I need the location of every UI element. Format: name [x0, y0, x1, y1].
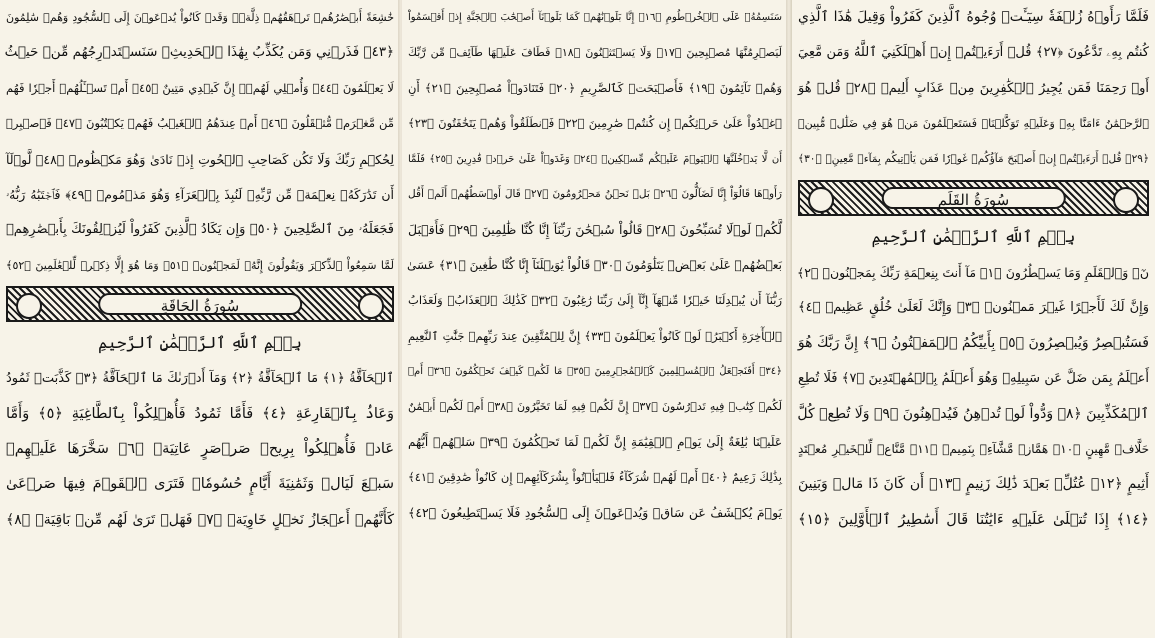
text-line: عَلَيۡنَا بَٰلِغَةٌ إِلَىٰ يَوۡمِ ٱلۡقِيَٰمَةِ إِنَّ لَكُمۡ لَمَا تَحۡكُمُونَ ﴿٣٩﴾ سَلۡهُمۡ أَيُّهُم [408, 434, 783, 449]
text-line: ٱلرَّحۡمَٰنُ ءَامَنَّا بِهِۦ وَعَلَيۡهِ تَوَكَّلۡنَاۖ فَسَتَعۡلَمُونَ مَنۡ هُوَ فِي ضَلَٰلٖ مُّبِينٖ [798, 117, 1149, 131]
text-line: أَن لَّا يَدۡخُلَنَّهَا ٱلۡيَوۡمَ عَلَيۡكُم مِّسۡكِينٞ ﴿٢٤﴾ وَغَدَوۡاْ عَلَىٰ حَرۡدٖ قَٰدِرِينَ ﴿٢٥﴾ فَلَمَّا [408, 153, 782, 165]
text-line: ﴿٣٤﴾ أَفَنَجۡعَلُ ٱلۡمُسۡلِمِينَ كَٱلۡمُجۡرِمِينَ ﴿٣٥﴾ مَا لَكُمۡ كَيۡفَ تَحۡكُمُونَ ﴿٣٦﴾ أَمۡ [408, 365, 783, 377]
surah-title: سُورَةُ الحَاقَةِ [98, 293, 302, 315]
text-line: ﴿٤٣﴾ فَذَرۡنِي وَمَن يُكَذِّبُ بِهَٰذَا ٱلۡحَدِيثِۖ سَنَسۡتَدۡرِجُهُم مِّنۡ حَيۡثُ [4, 44, 394, 61]
text-line: لَكُمۡ كِتَٰبٞ فِيهِ تَدۡرُسُونَ ﴿٣٧﴾ إِنَّ لَكُمۡ فِيهِ لَمَا تَخَيَّرُونَ ﴿٣٨﴾ أَمۡ لَكُمۡ أَيۡمَٰنٌ [408, 400, 782, 414]
text-line: بِذَٰلِكَ زَعِيمٌ ﴿٤٠﴾ أَمۡ لَهُمۡ شُرَكَآءُ فَلۡيَأۡتُواْ بِشُرَكَآئِهِمۡ إِن كَانُواْ صَٰدِقِينَ ﴿٤١﴾ [408, 470, 782, 485]
page-middle [402, 0, 788, 638]
right-text-block-bottom [798, 255, 1149, 538]
surah-header-al-qalam [798, 180, 1149, 216]
text-line: رَبُّنَآ أَن يُبۡدِلَنَا خَيۡرٗا مِّنۡهَآ إِنَّآ إِلَىٰ رَبِّنَا رَٰغِبُونَ ﴿٣٢﴾ كَذَٰلِكَ ٱلۡعَذَابُۖ وَلَعَذَابُ [408, 293, 782, 308]
text-line: أَثِيمٍ ﴿١٢﴾ عُتُلِّۭ بَعۡدَ ذَٰلِكَ زَنِيمٍ ﴿١٣﴾ أَن كَانَ ذَا مَالٖ وَبَنِينَ [798, 476, 1150, 493]
ornament-knot-icon [16, 293, 42, 319]
page-right [792, 0, 1155, 638]
text-line: أَن تَدَٰرَكَهُۥ نِعۡمَةٞ مِّن رَّبِّهِۦ لَنُبِذَ بِٱلۡعَرَآءِ وَهُوَ مَذۡمُومٞ ﴿٤٩﴾ فَٱجۡتَبَٰهُ رَبُّهُۥ [6, 186, 394, 202]
text-line: ٱغۡدُواْ عَلَىٰ حَرۡثِكُمۡ إِن كُنتُمۡ صَٰرِمِينَ ﴿٢٢﴾ فَٱنطَلَقُواْ وَهُمۡ يَتَخَٰفَتُونَ ﴿٢٣﴾ [408, 116, 782, 131]
page-left [0, 0, 400, 638]
text-line: سَبۡعَ لَيَالٖ وَثَمَٰنِيَةَ أَيَّامٍ حُسُومٗاۖ فَتَرَى ٱلۡقَوۡمَ فِيهَا صَرۡعَىٰ [6, 476, 394, 493]
text-line: لَّكُمۡ لَوۡلَا تُسَبِّحُونَ ﴿٢٨﴾ قَالُواْ سُبۡحَٰنَ رَبِّنَآ إِنَّا كُنَّا ظَٰلِمِينَ ﴿٢٩﴾ فَأَقۡبَلَ [408, 222, 782, 238]
text-line: فَجَعَلَهُۥ مِنَ ٱلصَّٰلِحِينَ ﴿٥٠﴾ وَإِن يَكَادُ ٱلَّذِينَ كَفَرُواْ لَيُزۡلِقُونَكَ بِأَبۡصَٰرِهِمۡ [6, 222, 394, 238]
text-line: ﴿١٤﴾ إِذَا تُتۡلَىٰ عَلَيۡهِ ءَايَٰتُنَا قَالَ أَسَٰطِيرُ ٱلۡأَوَّلِينَ ﴿١٥﴾ [798, 511, 1149, 528]
text-line: مِّن مَّغۡرَمٖ مُّثۡقَلُونَ ﴿٤٦﴾ أَمۡ عِندَهُمُ ٱلۡغَيۡبُ فَهُمۡ يَكۡتُبُونَ ﴿٤٧﴾ فَٱصۡبِرۡ [6, 116, 394, 131]
text-line: كُنتُم بِهِۦ تَدَّعُونَ ﴿٢٧﴾ قُلۡ أَرَءَيۡتُمۡ إِنۡ أَهۡلَكَنِيَ ٱللَّهُ وَمَن مَّعِيَ [798, 45, 1149, 61]
text-line: نٓۚ وَٱلۡقَلَمِ وَمَا يَسۡطُرُونَ ﴿١﴾ مَآ أَنتَ بِنِعۡمَةِ رَبِّكَ بِمَجۡنُونٖ ﴿٢﴾ [796, 264, 1149, 280]
text-line: لَيَصۡرِمُنَّهَا مُصۡبِحِينَ ﴿١٧﴾ وَلَا يَسۡتَثۡنُونَ ﴿١٨﴾ فَطَافَ عَلَيۡهَا طَآئِفٞ مِّن رَّبِّكَ [408, 46, 782, 60]
basmala: بِسۡمِ ٱللَّهِ ٱلرَّحۡمَٰنِ ٱلرَّحِيمِ [98, 333, 302, 353]
middle-text-block [408, 0, 782, 531]
left-text-block-bottom [6, 361, 394, 538]
text-line: حَلَّافٖ مَّهِينٍ ﴿١٠﴾ هَمَّازٖ مَّشَّآءِۭ بِنَمِيمٖ ﴿١١﴾ مَّنَّاعٖ لِّلۡخَيۡرِ مُعۡتَدٍ [798, 441, 1150, 456]
text-line: يَوۡمَ يُكۡشَفُ عَن سَاقٖ وَيُدۡعَوۡنَ إِلَى ٱلسُّجُودِ فَلَا يَسۡتَطِيعُونَ ﴿٤٢﴾ [408, 505, 782, 521]
text-line: أَعۡلَمُ بِمَن ضَلَّ عَن سَبِيلِهِۦ وَهُوَ أَعۡلَمُ بِٱلۡمُهۡتَدِينَ ﴿٧﴾ فَلَا تُطِعِ [798, 371, 1150, 387]
text-line: وَهُمۡ نَآئِمُونَ ﴿١٩﴾ فَأَصۡبَحَتۡ كَٱلصَّرِيمِ ﴿٢٠﴾ فَتَنَادَوۡاْ مُصۡبِحِينَ ﴿٢١﴾ أَنِ [408, 80, 783, 95]
basmala: بِسۡمِ ٱللَّهِ ٱلرَّحۡمَٰنِ ٱلرَّحِيمِ [871, 226, 1076, 246]
text-line: كَأَنَّهُمۡ أَعۡجَازُ نَخۡلٍ خَاوِيَةٖ ﴿٧﴾ فَهَلۡ تَرَىٰ لَهُم مِّنۢ بَاقِيَةٖ ﴿٨﴾ [6, 511, 394, 528]
left-text-block-top [6, 0, 394, 283]
ornament-knot-icon [358, 293, 384, 319]
text-line: رَأَوۡهَا قَالُوٓاْ إِنَّا لَضَآلُّونَ ﴿٢٦﴾ بَلۡ نَحۡنُ مَحۡرُومُونَ ﴿٢٧﴾ قَالَ أَوۡسَطُهُمۡ أَلَمۡ أَقُل [408, 187, 783, 200]
surah-title: سُورَةُ القَلَمِ [881, 187, 1065, 209]
text-line: سَنَسِمُهُۥ عَلَى ٱلۡخُرۡطُومِ ﴿١٦﴾ إِنَّا بَلَوۡنَٰهُمۡ كَمَا بَلَوۡنَآ أَصۡحَٰبَ ٱلۡجَنَّةِ إِذۡ أَقۡسَمُواْ [408, 12, 782, 23]
text-line: بَعۡضُهُمۡ عَلَىٰ بَعۡضٖ يَتَلَٰوَمُونَ ﴿٣٠﴾ قَالُواْ يَٰوَيۡلَنَآ إِنَّا كُنَّا طَٰغِينَ ﴿٣١﴾ عَسَىٰ [407, 257, 782, 272]
text-line: وَعَادُۢ بِٱلۡقَارِعَةِ ﴿٤﴾ فَأَمَّا ثَمُودُ فَأُهۡلِكُواْ بِٱلطَّاغِيَةِ ﴿٥﴾ وَأَمَّا [6, 405, 394, 422]
text-line: لَمَّا سَمِعُواْ ٱلذِّكۡرَ وَيَقُولُونَ إِنَّهُۥ لَمَجۡنُونٞ ﴿٥١﴾ وَمَا هُوَ إِلَّا ذِكۡرٞ لِّلۡعَٰلَمِينَ ﴿٥٢﴾ [6, 258, 394, 272]
ornament-knot-icon [1113, 187, 1139, 213]
text-line: لِحُكۡمِ رَبِّكَ وَلَا تَكُن كَصَاحِبِ ٱلۡحُوتِ إِذۡ نَادَىٰ وَهُوَ مَكۡظُومٞ ﴿٤٨﴾ لَّوۡلَآ [6, 151, 394, 167]
text-line: أَوۡ رَحِمَنَا فَمَن يُجِيرُ ٱلۡكَٰفِرِينَ مِنۡ عَذَابٍ أَلِيمٖ ﴿٢٨﴾ قُلۡ هُوَ [798, 80, 1149, 96]
text-line: ٱلۡمُكَذِّبِينَ ﴿٨﴾ وَدُّواْ لَوۡ تُدۡهِنُ فَيُدۡهِنُونَ ﴿٩﴾ وَلَا تُطِعۡ كُلَّ [797, 405, 1149, 422]
text-line: عَادٞ فَأُهۡلِكُواْ بِرِيحٖ صَرۡصَرٍ عَاتِيَةٖ ﴿٦﴾ سَخَّرَهَا عَلَيۡهِمۡ [6, 440, 394, 457]
text-line: فَلَمَّا رَأَوۡهُ زُلۡفَةٗ سِيٓـَٔتۡ وُجُوهُ ٱلَّذِينَ كَفَرُواْ وَقِيلَ هَٰذَا ٱلَّذِي [798, 9, 1149, 25]
right-text-block-top [798, 0, 1149, 177]
text-line: خَٰشِعَةً أَبۡصَٰرُهُمۡ تَرۡهَقُهُمۡ ذِلَّةٞۖ وَقَدۡ كَانُواْ يُدۡعَوۡنَ إِلَى ٱلسُّجُودِ وَهُمۡ سَٰلِمُونَ [6, 11, 394, 24]
text-line: فَسَتُبۡصِرُ وَيُبۡصِرُونَ ﴿٥﴾ بِأَييِّكُمُ ٱلۡمَفۡتُونُ ﴿٦﴾ إِنَّ رَبَّكَ هُوَ [797, 334, 1149, 351]
ornament-knot-icon [808, 187, 834, 213]
text-line: لَا يَعۡلَمُونَ ﴿٤٤﴾ وَأُمۡلِي لَهُمۡۚ إِنَّ كَيۡدِي مَتِينٌ ﴿٤٥﴾ أَمۡ تَسۡـَٔلُهُمۡ أَجۡرٗا فَهُم [6, 80, 394, 95]
text-line: وَإِنَّ لَكَ لَأَجۡرًا غَيۡرَ مَمۡنُونٖ ﴿٣﴾ وَإِنَّكَ لَعَلَىٰ خُلُقٍ عَظِيمٖ ﴿٤﴾ [798, 300, 1150, 316]
text-line: ٱلۡأٓخِرَةِ أَكۡبَرُۚ لَوۡ كَانُواْ يَعۡلَمُونَ ﴿٣٣﴾ إِنَّ لِلۡمُتَّقِينَ عِندَ رَبِّهِمۡ جَنَّٰتِ ٱلنَّعِيمِ [408, 328, 782, 343]
text-line: ٱلۡحَآقَّةُ ﴿١﴾ مَا ٱلۡحَآقَّةُ ﴿٢﴾ وَمَآ أَدۡرَىٰكَ مَا ٱلۡحَآقَّةُ ﴿٣﴾ كَذَّبَتۡ ثَمُودُ [6, 371, 394, 387]
text-line: ﴿٢٩﴾ قُلۡ أَرَءَيۡتُمۡ إِنۡ أَصۡبَحَ مَآؤُكُمۡ غَوۡرٗا فَمَن يَأۡتِيكُم بِمَآءٖ مَّعِينِۭ ﴿٣٠﴾ [798, 152, 1149, 165]
surah-header-al-haqqa [6, 286, 394, 322]
